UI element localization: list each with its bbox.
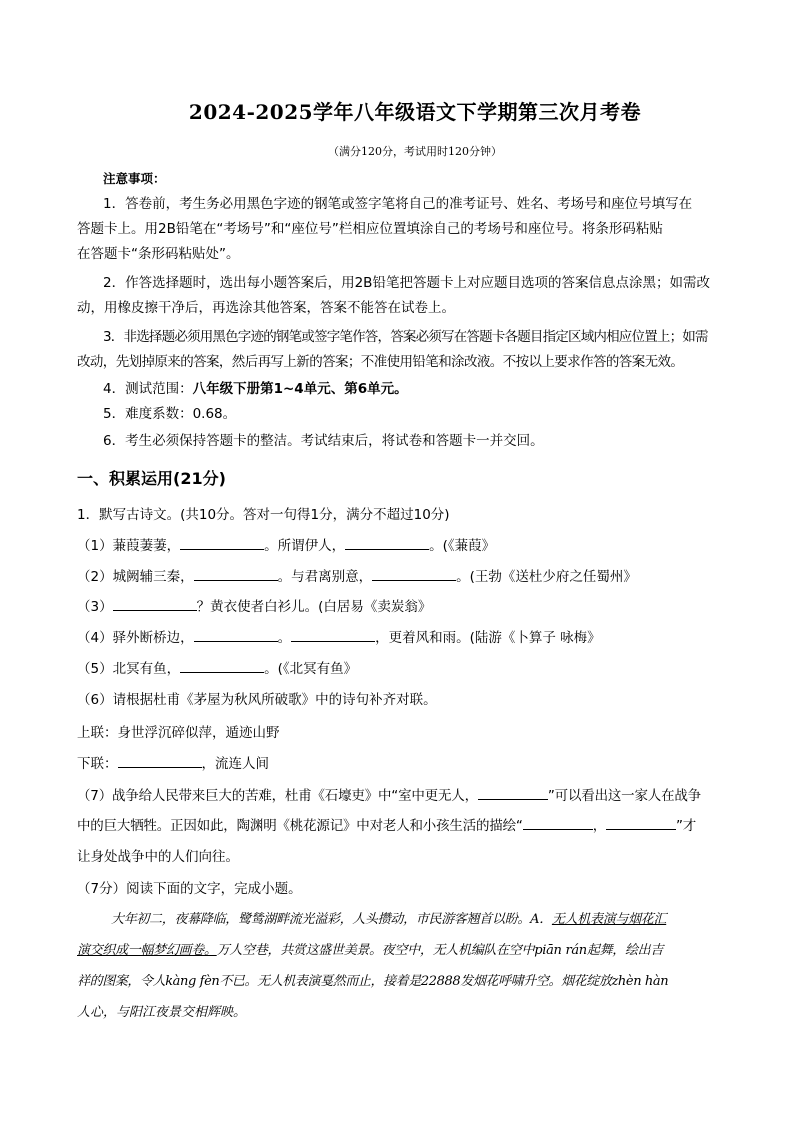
q1-item-6: （6）请根据杜甫《茅屋为秋风所破歌》中的诗句补齐对联。	[77, 692, 437, 708]
notice-2-line-1: 2．作答选择题时，选出每小题答案后，用2B铅笔把答题卡上对应题目选项的答案信息点涂黑；如需改	[103, 275, 710, 291]
notice-1-line-1: 1．答卷前，考生务必用黑色字迹的钢笔或签字笔将自己的准考证号、姓名、考场号和座位号填写在	[103, 196, 693, 212]
notice-3-line-2: 改动，先划掉原来的答案，然后再写上新的答案；不准使用铅笔和涂改液。不按以上要求作答的答案无效。	[77, 354, 684, 370]
page-title: 2024-2025学年八年级语文下学期第三次月考卷	[188, 100, 642, 124]
q1-item-1: （1）蒹葭萋萋， 。所谓伊人， 。(《蒹葭》	[77, 538, 496, 554]
notice-5: 5．难度系数：0.68。	[103, 406, 237, 422]
notice-4-prefix: 4．测试范围：	[103, 381, 193, 397]
passage-line-2: 演交织成一幅梦幻画卷。万人空巷，共赏这盛世美景。夜空中，无人机编队在空中piān rán起舞，绘出吉	[77, 943, 664, 958]
passage-line-3: 祥的图案，令人kàng fèn不已。无人机表演戛然而止，接着是22888发烟花呼啸升空。烟花绽放zhèn hàn	[77, 974, 669, 989]
question-2-stem: （7分）阅读下面的文字，完成小题。	[77, 881, 302, 897]
q1-item-4: （4）驿外断桥边， 。 ，更着风和雨。(陆游《卜算子 咏梅》	[77, 630, 601, 646]
answer-blank[interactable]	[523, 817, 593, 830]
notice-1-line-2: 答题卡上。用2B铅笔在“考场号”和“座位号”栏相应位置填涂自己的考场号和座位号。将条形码粘贴	[77, 221, 663, 237]
notice-3-line-1: 3．非选择题必须用黑色字迹的钢笔或签字笔作答，答案必须写在答题卡各题目指定区域内相应位置上；如需	[103, 329, 708, 345]
q1-item-5: （5）北冥有鱼， 。(《北冥有鱼》	[77, 661, 358, 677]
answer-blank[interactable]	[345, 537, 429, 550]
couplet-lower: 下联： ，流连人间	[77, 756, 269, 772]
question-1-stem: 1．默写古诗文。(共10分。答对一句得1分，满分不超过10分)	[77, 507, 450, 523]
q1-item-3: （3） ？黄衣使者白衫儿。(白居易《卖炭翁》	[77, 599, 432, 615]
notice-2-line-2: 动，用橡皮擦干净后，再选涂其他答案，答案不能答在试卷上。	[77, 300, 455, 316]
q1-item-7-line-1: （7）战争给人民带来巨大的苦难，杜甫《石壕吏》中“室中更无人， ”可以看出这一家人在战争	[77, 788, 701, 804]
q1-item-2: （2）城阙辅三秦， 。与君离别意， 。(王勃《送杜少府之任蜀州》	[77, 569, 637, 585]
answer-blank[interactable]	[606, 817, 676, 830]
answer-blank[interactable]	[180, 660, 264, 673]
answer-blank[interactable]	[180, 537, 264, 550]
test-scope: 八年级下册第1~4单元、第6单元。	[192, 381, 408, 397]
answer-blank[interactable]	[194, 629, 278, 642]
answer-blank[interactable]	[194, 568, 278, 581]
answer-blank[interactable]	[291, 629, 375, 642]
notice-heading: 注意事项：	[103, 171, 166, 186]
underlined-sentence-a: 无人机表演与烟花汇	[551, 912, 667, 927]
page-subtitle: （满分120分，考试用时120分钟）	[328, 145, 502, 158]
notice-6: 6．考生必须保持答题卡的整洁。考试结束后，将试卷和答题卡一并交回。	[103, 433, 544, 449]
q1-item-7-line-2: 中的巨大牺牲。正因如此，陶渊明《桃花源记》中对老人和小孩生活的描绘“ ， ”才	[77, 818, 697, 834]
notice-4	[103, 380, 743, 398]
q1-item-7-line-3: 让身处战争中的人们向往。	[77, 849, 239, 865]
passage-line-4: 人心，与阳江夜景交相辉映。	[77, 1005, 247, 1020]
couplet-upper: 上联：身世浮沉碎似萍，遁迹山野	[77, 725, 280, 741]
answer-blank[interactable]	[118, 755, 202, 768]
underlined-sentence-a-cont: 演交织成一幅梦幻画卷。	[77, 943, 217, 958]
answer-blank[interactable]	[478, 787, 548, 800]
section-heading-1: 一、积累运用(21分)	[77, 469, 226, 488]
passage-line-1: 大年初二，夜幕降临，鹭鸶湖畔流光溢彩，人头攒动，市民游客翘首以盼。A．无人机表演与烟花汇	[111, 912, 667, 927]
notice-1-line-3: 在答题卡“条形码粘贴处”。	[77, 246, 240, 262]
answer-blank[interactable]	[113, 598, 197, 611]
answer-blank[interactable]	[372, 568, 456, 581]
